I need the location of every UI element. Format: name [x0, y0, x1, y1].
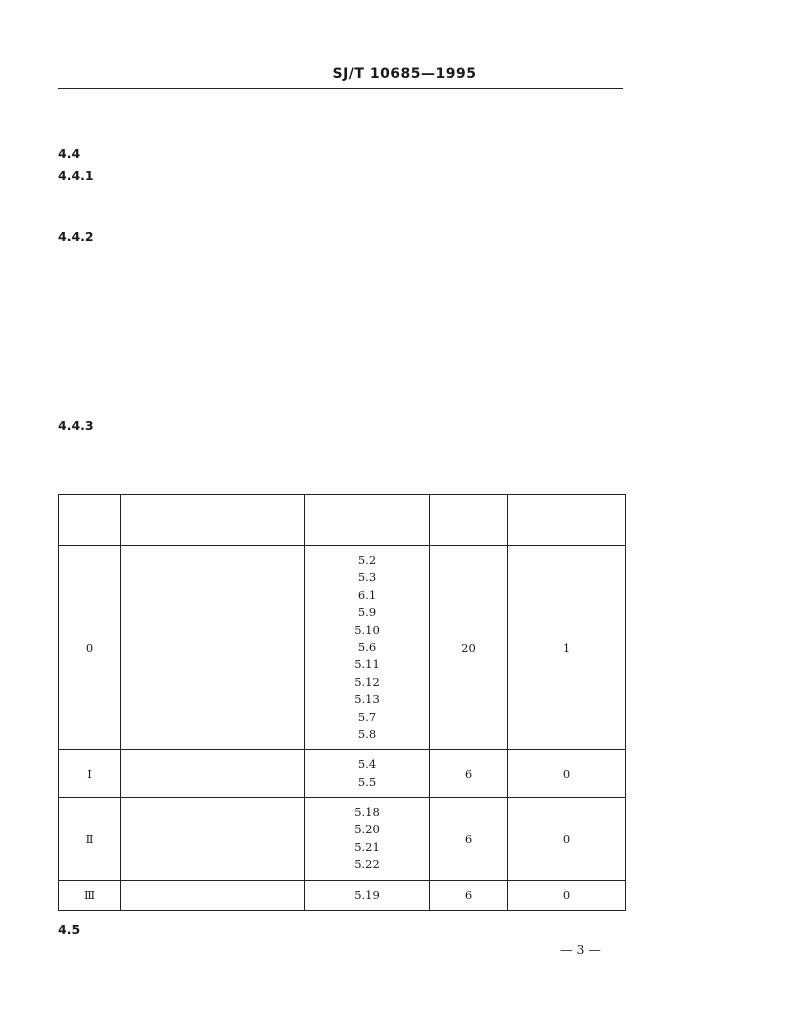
section-number: 4.4.1	[58, 168, 94, 183]
test-item	[121, 774, 304, 791]
section-number: 4.4	[58, 146, 81, 161]
header-group	[59, 495, 121, 546]
header-sample	[430, 495, 508, 546]
test-clause: 5.10	[354, 622, 380, 637]
page-number: — 3 —	[560, 942, 601, 957]
test-clause: 5.22	[354, 857, 380, 872]
group-label: Ⅰ	[59, 750, 121, 798]
test-clause: 5.7	[357, 709, 377, 724]
section-number: 4.4.2	[58, 229, 94, 244]
test-clause: 5.3	[357, 570, 377, 585]
test-item	[121, 804, 304, 821]
test-item	[121, 674, 304, 691]
clauses-cell	[305, 546, 430, 750]
table-header-row	[59, 495, 626, 546]
test-clause: 5.11	[354, 657, 380, 672]
group-label: Ⅲ	[59, 880, 121, 910]
sample-size: 6	[430, 750, 508, 798]
clauses-cell	[305, 880, 430, 910]
header-rule	[58, 88, 623, 89]
section-4-4	[58, 146, 88, 162]
test-clause: 6.1	[357, 587, 377, 602]
test-item	[121, 604, 304, 621]
qualification-test-table	[58, 494, 626, 911]
test-item	[121, 887, 304, 904]
test-item	[121, 709, 304, 726]
table-row	[59, 546, 626, 750]
test-clause: 5.13	[354, 692, 380, 707]
test-item	[121, 552, 304, 569]
allowed-failures: 0	[508, 880, 626, 910]
test-clause: 5.6	[357, 639, 377, 654]
header-allowed	[508, 495, 626, 546]
test-clause: 5.12	[354, 674, 380, 689]
table-row	[59, 880, 626, 910]
test-item	[121, 691, 304, 708]
test-item	[121, 821, 304, 838]
section-number: 4.5	[58, 922, 81, 937]
table-row	[59, 750, 626, 798]
header-item	[121, 495, 305, 546]
items-cell	[121, 546, 305, 750]
test-item	[121, 726, 304, 743]
sample-size: 6	[430, 798, 508, 881]
test-clause: 5.2	[357, 553, 377, 567]
section-4-4-1	[58, 168, 102, 184]
allowed-failures: 1	[508, 546, 626, 750]
test-clause: 5.18	[354, 805, 380, 820]
section-4-4-2	[58, 229, 102, 245]
test-item	[121, 639, 304, 656]
test-item	[121, 656, 304, 673]
test-clause: 5.21	[354, 839, 380, 854]
test-clause: 5.9	[357, 605, 377, 620]
test-clause: 5.19	[354, 887, 380, 902]
test-clause: 5.20	[354, 822, 380, 837]
items-cell	[121, 798, 305, 881]
test-clause: 5.4	[357, 757, 377, 772]
section-4-5	[58, 922, 88, 938]
table-row	[59, 798, 626, 881]
sample-size: 20	[430, 546, 508, 750]
group-label: 0	[59, 546, 121, 750]
test-item	[121, 839, 304, 856]
header-method	[305, 495, 430, 546]
group-label: Ⅱ	[59, 798, 121, 881]
clauses-cell	[305, 798, 430, 881]
test-item	[121, 622, 304, 639]
items-cell	[121, 880, 305, 910]
allowed-failures: 0	[508, 750, 626, 798]
items-cell	[121, 750, 305, 798]
test-item	[121, 856, 304, 873]
standard-code-header: SJ/T 10685—1995	[332, 66, 477, 82]
sample-size: 6	[430, 880, 508, 910]
test-clause: 5.8	[357, 726, 377, 741]
allowed-failures: 0	[508, 798, 626, 881]
test-clause: 5.5	[357, 774, 377, 789]
test-item	[121, 569, 304, 586]
section-number: 4.4.3	[58, 418, 94, 433]
section-4-4-3	[58, 418, 102, 434]
test-item	[121, 756, 304, 773]
test-item	[121, 587, 304, 604]
clauses-cell	[305, 750, 430, 798]
